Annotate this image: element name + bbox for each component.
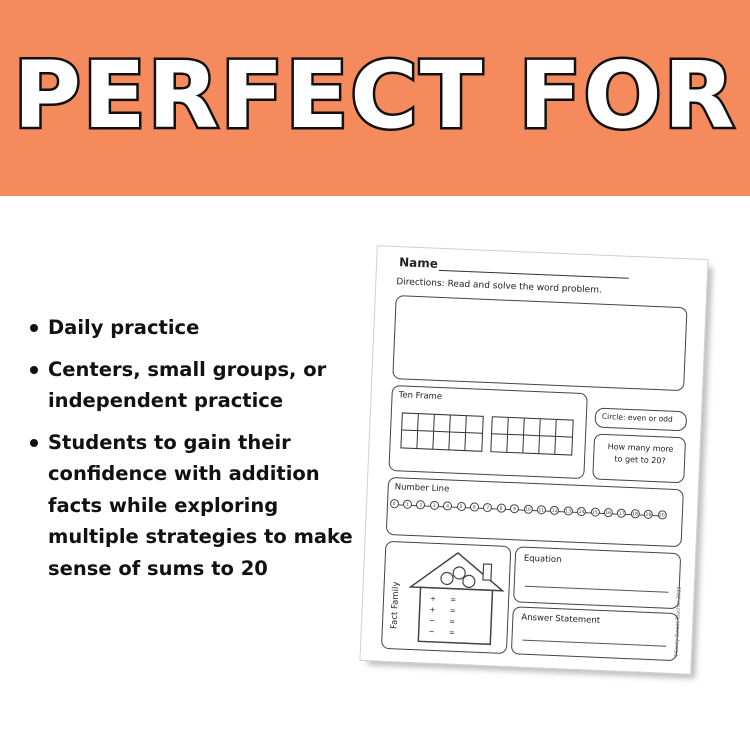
- name-line: [439, 270, 629, 279]
- directions-text: Directions: Read and solve the word problem.: [396, 277, 603, 296]
- ten-frame-label: Ten Frame: [398, 390, 443, 403]
- list-item: [30, 427, 360, 585]
- worksheet-page: [359, 245, 708, 675]
- worksheet-preview: [368, 252, 698, 666]
- number-line-tick: 4: [443, 501, 452, 510]
- answer-line: [522, 640, 666, 647]
- how-many-label: How many more to get to 20?: [607, 442, 674, 466]
- list-item-text: Students to gain their confidence with addition facts while exploring multiple strategies to make sense of sums to 20: [48, 430, 353, 580]
- number-line-tick: 1: [403, 500, 412, 509]
- number-line-tick: 20: [657, 510, 666, 519]
- number-line-tick: 17: [617, 509, 626, 518]
- ten-frame-box: [388, 385, 587, 479]
- even-odd-box: [594, 408, 687, 432]
- number-line-tick: 11: [537, 505, 546, 514]
- number-line-tick: 12: [550, 506, 559, 515]
- banner-title: PERFECT FOR: [13, 42, 737, 149]
- number-line-tick: 14: [577, 507, 586, 516]
- fact-row: + =: [429, 594, 463, 605]
- fact-family-label: Fact Family: [389, 581, 402, 630]
- number-line-tick: 6: [470, 502, 479, 511]
- bullet-icon: [30, 439, 38, 447]
- list-item: [30, 354, 360, 417]
- name-label: Name: [398, 255, 439, 271]
- list-item: [30, 312, 360, 344]
- number-line-tick: 16: [604, 508, 613, 517]
- equation-label: Equation: [523, 553, 562, 566]
- number-line-tick: 2: [416, 500, 425, 509]
- fact-rows: [428, 594, 486, 640]
- number-line-tick: 3: [430, 501, 439, 510]
- number-line-tick: 19: [644, 510, 653, 519]
- answer-statement-box: [511, 606, 679, 661]
- number-line-tick: 8: [496, 503, 505, 512]
- answer-statement-label: Answer Statement: [521, 612, 601, 626]
- number-line-tick: 5: [456, 502, 465, 511]
- bullet-icon: [30, 324, 38, 332]
- header-banner: [0, 0, 750, 196]
- number-line-tick: 15: [590, 507, 599, 516]
- ten-frame-left: [400, 412, 483, 451]
- fact-row: − =: [429, 616, 462, 627]
- number-line-tick: 7: [483, 503, 492, 512]
- word-problem-box: [392, 295, 687, 391]
- equation-line: [525, 586, 669, 593]
- fact-family-box: [381, 541, 511, 654]
- list-item-text: Daily practice: [48, 316, 200, 339]
- number-line-tick: 0: [389, 499, 398, 508]
- number-line-tick: 10: [523, 505, 532, 514]
- number-line-tick: 9: [510, 504, 519, 513]
- list-item-text: Centers, small groups, or independent practice: [48, 357, 327, 412]
- how-many-box: [592, 433, 686, 483]
- fact-row: + =: [429, 605, 462, 616]
- bullet-icon: [30, 366, 38, 374]
- feature-list: [30, 312, 360, 594]
- fact-row: − =: [428, 627, 461, 638]
- equation-box: [513, 546, 681, 609]
- number-line-label: Number Line: [394, 482, 450, 495]
- ten-frame-right: [490, 416, 573, 455]
- even-odd-label: Circle: even or odd: [601, 411, 673, 424]
- number-line-tick: 18: [630, 509, 639, 518]
- number-line-box: [386, 477, 684, 547]
- number-line-tick: 13: [563, 506, 572, 515]
- copyright-text: ©Sassy Sweet Teacher 2023: [674, 586, 683, 659]
